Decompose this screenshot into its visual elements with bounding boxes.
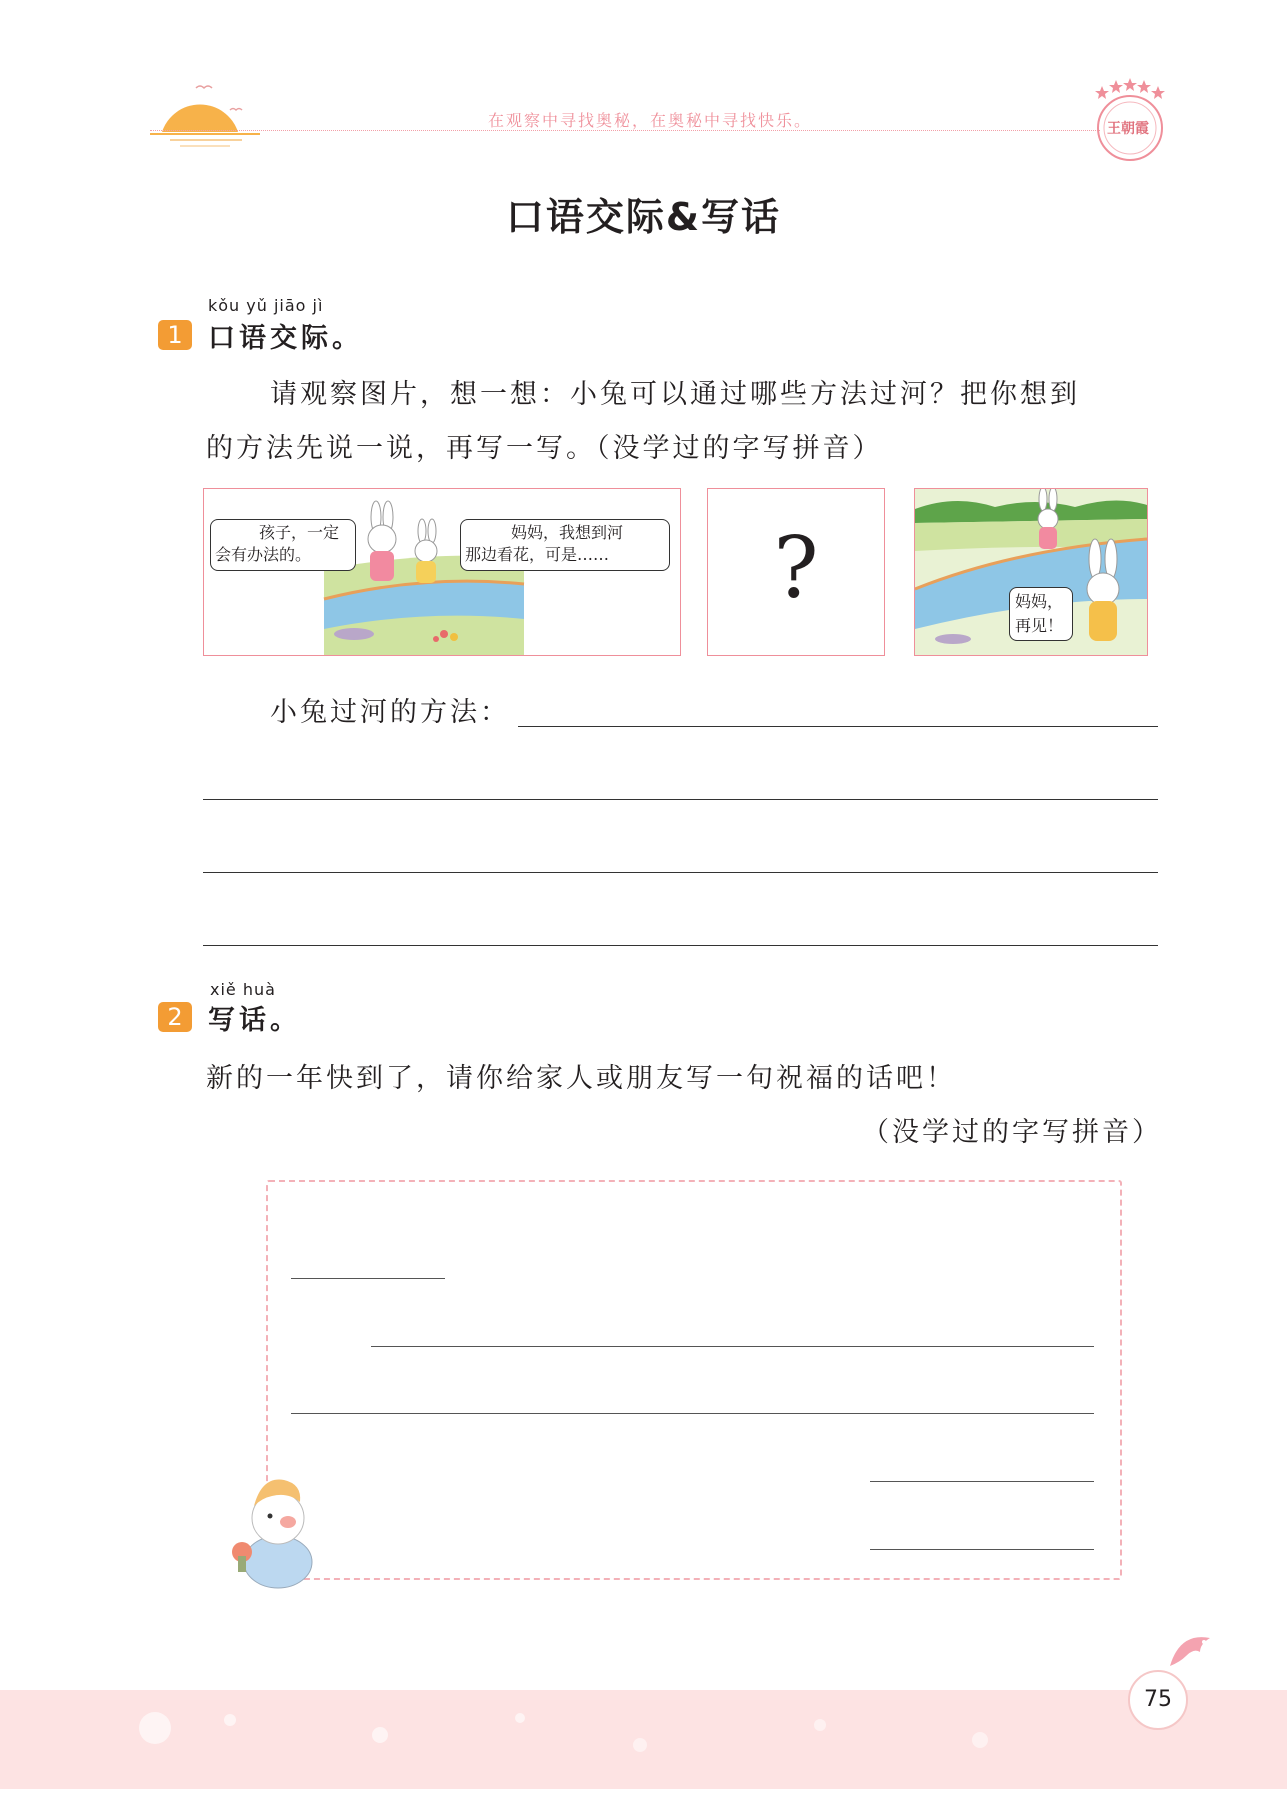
answer-line-3[interactable] — [203, 872, 1158, 873]
footer-band — [0, 1690, 1287, 1789]
section1-pinyin: kǒu yǔ jiāo jì — [208, 296, 324, 315]
section2-note: （没学过的字写拼音） — [862, 1117, 1162, 1148]
greeting-line-2[interactable] — [291, 1413, 1094, 1414]
answer-label: 小兔过河的方法： — [270, 697, 510, 728]
footer-bubbles-decoration — [0, 1690, 1287, 1789]
section1-instruction-line2: 的方法先说一说，再写一写。（没学过的字写拼音） — [206, 433, 883, 464]
greeting-line-date[interactable] — [870, 1549, 1094, 1550]
sun-logo-icon — [150, 80, 260, 154]
bubble-child-line2: 那边看花，可是…… — [465, 545, 610, 564]
section2-title: 写话。 — [208, 1005, 301, 1036]
bubble-farewell-line2: 再见！ — [1015, 616, 1064, 635]
bubble-farewell-line1: 妈妈， — [1015, 592, 1064, 611]
answer-line-4[interactable] — [203, 945, 1158, 946]
speech-bubble-farewell — [1009, 587, 1073, 641]
section1-title: 口语交际。 — [208, 323, 363, 354]
snowman-mascot-icon — [228, 1466, 324, 1594]
question-mark: ? — [773, 519, 819, 617]
page-number: 75 — [1128, 1670, 1188, 1730]
section2-instruction: 新的一年快到了，请你给家人或朋友写一句祝福的话吧！ — [206, 1063, 956, 1094]
river-scene-illustration — [204, 489, 680, 655]
greeting-line-1[interactable] — [371, 1346, 1094, 1347]
section2-pinyin: xiě huà — [210, 980, 276, 999]
bubble-mother-line2: 会有办法的。 — [215, 545, 312, 564]
header-motto: 在观察中寻找奥秘，在奥秘中寻找快乐。 — [487, 111, 812, 130]
bubble-child-line1: 妈妈，我想到河 — [511, 523, 624, 542]
answer-line-2[interactable] — [203, 799, 1158, 800]
greeting-line-salutation[interactable] — [291, 1278, 445, 1279]
seal-text: 王朝霞 — [1107, 121, 1149, 137]
comic-panel-2 — [707, 488, 885, 656]
page-title: 口语交际&写话 — [505, 195, 782, 239]
speech-bubble-mother — [210, 519, 356, 571]
comic-panel-1 — [203, 488, 681, 656]
greeting-line-signature[interactable] — [870, 1481, 1094, 1482]
bubble-mother-line1: 孩子，一定 — [259, 523, 340, 542]
comic-panel-3 — [914, 488, 1148, 656]
section1-number-badge: 1 — [158, 320, 192, 350]
section2-number-badge: 2 — [158, 1002, 192, 1032]
section1-instruction-line1: 请观察图片，想一想：小兔可以通过哪些方法过河？把你想到 — [270, 379, 1080, 410]
greeting-writing-box — [266, 1180, 1122, 1580]
speech-bubble-child — [460, 519, 670, 571]
answer-line-1[interactable] — [518, 726, 1158, 727]
